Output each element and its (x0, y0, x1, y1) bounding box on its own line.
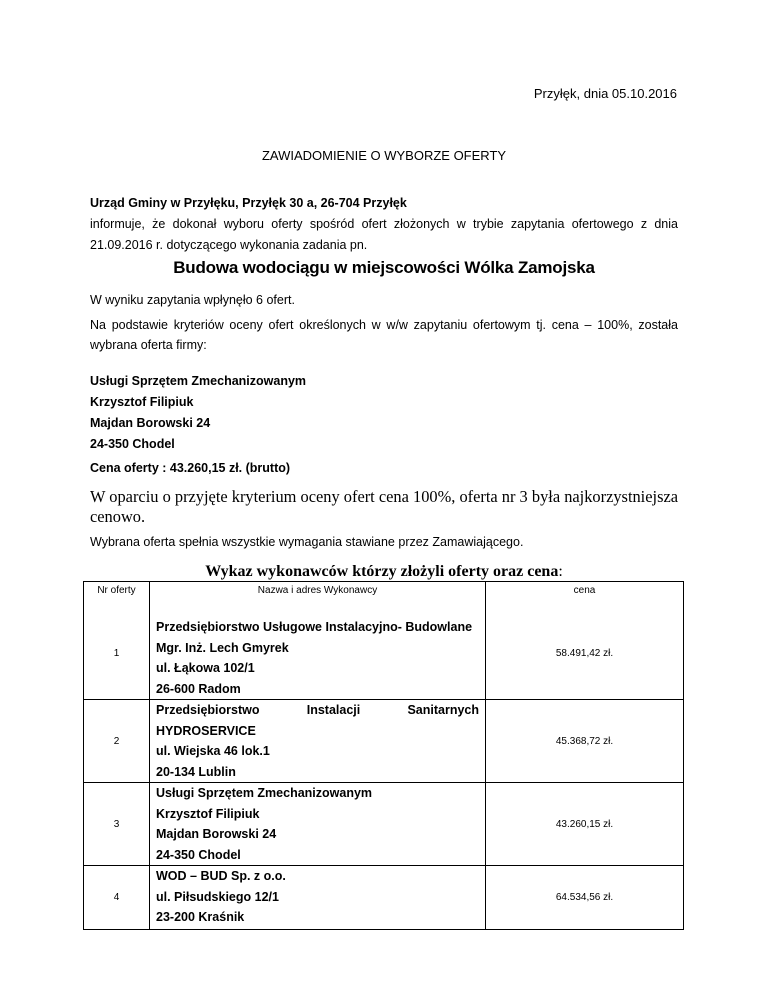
notice-title: ZAWIADOMIENIE O WYBORZE OFERTY (261, 148, 507, 163)
winner-line: Krzysztof Filipiuk (90, 395, 194, 409)
contractor-line: 26-600 Radom (156, 681, 241, 696)
authority-statement: informuje, że dokonał wyboru oferty spośród ofert złożonych w trybie zapytania ofertowego z dnia 21.09.2016 r. dotyczącego wykonania zadania pn. (90, 217, 678, 252)
contractor-line: HYDROSERVICE (156, 723, 256, 738)
contractor-word: Przedsiębiorstwo (156, 703, 260, 717)
table-row (84, 607, 684, 700)
contractor-word: Sanitarnych (407, 703, 479, 717)
offer-price-cell: 45.368,72 zł. (486, 700, 684, 783)
table-header-row (84, 582, 684, 608)
offer-price: Cena oferty : 43.260,15 zł. (brutto) (90, 461, 291, 475)
table-row (84, 866, 684, 930)
offer-price-cell: 58.491,42 zł. (486, 607, 684, 700)
table-row (84, 783, 684, 866)
contractor-line: Mgr. Inż. Lech Gmyrek (156, 640, 289, 655)
contractor-line: 20-134 Lublin (156, 764, 236, 779)
winner-line: Usługi Sprzętem Zmechanizowanym (90, 374, 307, 388)
place-date: Przyłęk, dnia 05.10.2016 (533, 86, 677, 101)
contractor-line (156, 700, 479, 721)
offers-received-text: W wyniku zapytania wpłynęło 6 ofert. (90, 293, 295, 307)
contractor-line: Przedsiębiorstwo Usługowe Instalacyjno- Budowlane (156, 620, 473, 634)
contractor-line: 23-200 Kraśnik (156, 910, 245, 924)
contractor-line: 24-350 Chodel (156, 847, 241, 862)
contractor-line: ul. Piłsudskiego 12/1 (156, 889, 279, 904)
winner-line: Majdan Borowski 24 (90, 416, 211, 430)
contractor-name-address (150, 607, 486, 700)
contractors-table (83, 581, 684, 930)
requirements-text: Wybrana oferta spełnia wszystkie wymagania stawiane przez Zamawiającego. (90, 535, 524, 549)
contractor-line: WOD – BUD Sp. z o.o. (156, 869, 286, 883)
contractor-name-address (150, 783, 486, 866)
table-row (84, 700, 684, 783)
authority-paragraph (90, 193, 678, 256)
offer-number: 2 (84, 700, 150, 783)
winner-address (90, 371, 678, 455)
contractor-line: Usługi Sprzętem Zmechanizowanym (156, 786, 373, 800)
justification-paragraph: W oparciu o przyjęte kryterium oceny ofert cena 100%, oferta nr 3 była najkorzystniejsza cenowo. (90, 487, 678, 526)
contractor-name-address (150, 866, 486, 930)
header-price: cena (486, 582, 684, 608)
offer-price-cell: 64.534,56 zł. (486, 866, 684, 930)
header-contractor-name: Nazwa i adres Wykonawcy (150, 582, 486, 608)
offer-number: 1 (84, 607, 150, 700)
authority-name-address: Urząd Gminy w Przyłęku, Przyłęk 30 a, 26-704 Przyłęk (90, 196, 407, 210)
contractors-list-title (90, 563, 678, 581)
contractor-name-address (150, 700, 486, 783)
header-offer-number: Nr oferty (84, 582, 150, 608)
criteria-paragraph: Na podstawie kryteriów oceny ofert określonych w w/w zapytaniu ofertowym tj. cena – 100%, została wybrana oferta firmy: (90, 318, 678, 352)
list-title-text: Wykaz wykonawców którzy złożyli oferty oraz cena (205, 563, 559, 580)
offer-price-cell: 43.260,15 zł. (486, 783, 684, 866)
offer-number: 3 (84, 783, 150, 866)
contractor-line: Majdan Borowski 24 (156, 827, 277, 841)
contractor-line: Krzysztof Filipiuk (156, 806, 260, 821)
contractor-line: ul. Łąkowa 102/1 (156, 661, 255, 675)
winner-line: 24-350 Chodel (90, 437, 175, 451)
list-title-colon: : (558, 563, 563, 580)
project-title: Budowa wodociągu w miejscowości Wólka Zamojska (173, 258, 595, 277)
contractor-line: ul. Wiejska 46 lok.1 (156, 744, 270, 758)
contractor-word: Instalacji (306, 703, 361, 717)
offer-number: 4 (84, 866, 150, 930)
